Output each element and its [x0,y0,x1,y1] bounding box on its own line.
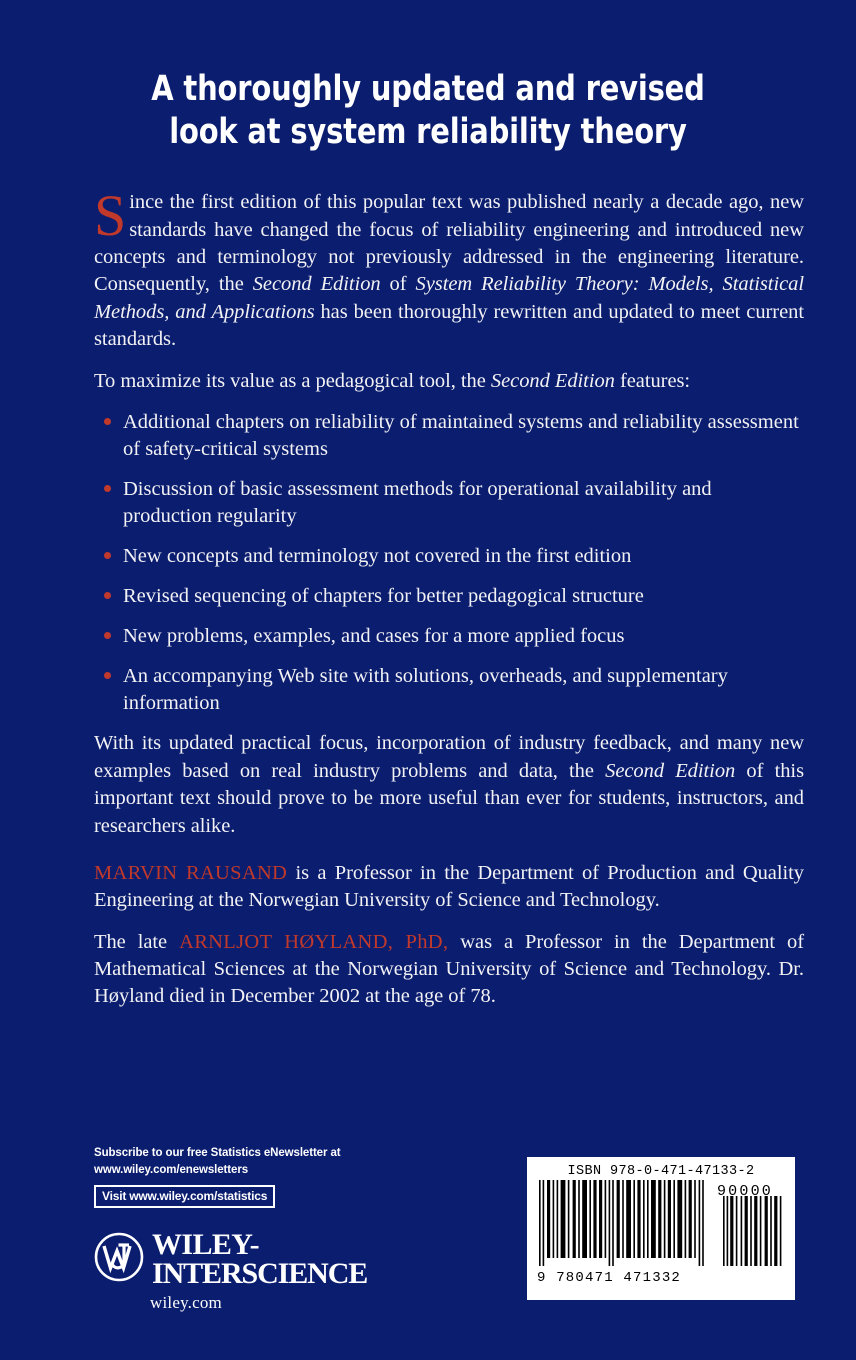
list-item [104,409,804,463]
features-list [94,409,804,717]
author-bio-hoyland [94,929,804,1011]
closing-italic: Second Edition [605,759,736,782]
list-item [104,583,804,610]
feature-text: New concepts and terminology not covered in the first edition [123,544,632,567]
newsletter-line-2: www.wiley.com/enewsletters [94,1163,248,1176]
wiley-website-url: wiley.com [150,1292,222,1312]
newsletter-promo [94,1145,424,1178]
wiley-monogram-icon [94,1232,144,1287]
cover-footer [0,1145,856,1360]
wiley-wordmark [152,1228,368,1291]
ean13-digits: 9 780471 471332 [537,1270,682,1286]
feature-text: New problems, examples, and cases for a more applied focus [123,624,625,647]
features-lead-in [94,368,804,395]
intro-paragraph [94,183,804,353]
bullet-dot-icon [104,552,111,559]
list-item [104,623,804,650]
feature-text: Discussion of basic assessment methods for operational availability and production regularity [123,477,712,527]
bullet-dot-icon [104,592,111,599]
list-item [104,543,804,570]
bullet-dot-icon [104,632,111,639]
wiley-interscience-logo [94,1228,424,1291]
page-title [34,0,822,153]
feature-text: Revised sequencing of chapters for better pedagogical structure [123,584,644,607]
author-prefix: The late [94,930,180,953]
ean13-bars [537,1180,709,1271]
author-bio-rausand [94,860,804,915]
author-bio-text: was a Professor in the Department of Mathematical Sciences at the Norwegian University of Science and Technology. Dr. Høyland died in December 2002 at the age of 78. [94,930,805,1008]
wiley-word-line-1: WILEY- [152,1228,259,1262]
footer-left-block [94,1145,424,1313]
wiley-word-line-2: INTERSCIENCE [152,1257,368,1291]
newsletter-line-1: Subscribe to our free Statistics eNewsletter at [94,1147,341,1159]
lead-in-italic: Second Edition [490,369,615,392]
price-code: 90000 [716,1183,773,1200]
intro-text-a: ince the first edition of this popular text was published nearly a decade ago, new standards have changed the focus of reliability engineering and introduced new concepts and terminology not previously addressed in the engineering literature. Consequently, the [94,191,804,296]
bullet-dot-icon [104,418,111,425]
headline-line-1: A thoroughly updated and revised [151,69,705,109]
bullet-dot-icon [104,672,111,679]
list-item [104,476,804,530]
intro-text-b: of [380,273,416,296]
list-item [104,663,804,717]
author-name: MARVIN RAUSAND [94,861,288,884]
isbn-barcode [527,1157,795,1300]
author-bios [94,860,804,1011]
drop-cap: S [94,183,127,249]
feature-text: An accompanying Web site with solutions, overheads, and supplementary information [123,664,728,714]
closing-paragraph [94,730,804,839]
isbn-number: ISBN 978-0-471-47133-2 [567,1164,755,1179]
intro-text-c: has been thoroughly rewritten and updated to meet current standards. [94,300,804,351]
visit-statistics-button[interactable]: Visit www.wiley.com/statistics [94,1185,275,1208]
lead-in-text-a: To maximize its value as a pedagogical tool, the [94,369,491,392]
closing-text-b: of this important text should prove to be more useful than ever for students, instructors, and researchers alike. [94,759,805,837]
feature-text: Additional chapters on reliability of maintained systems and reliability assessment of safety-critical systems [123,410,799,460]
intro-italic-1: Second Edition [252,273,381,296]
body-copy [0,183,856,1010]
author-name: ARNLJOT HØYLAND, PhD, [179,930,449,953]
author-bio-text: is a Professor in the Department of Production and Quality Engineering at the Norwegian University of Science and Technology. [94,861,804,912]
lead-in-text-b: features: [614,369,691,392]
intro-italic-2: System Reliability Theory: Models, Statistical Methods, and Applications [94,273,804,323]
headline-line-2: look at system reliability theory [169,111,687,152]
closing-text-a: With its updated practical focus, incorporation of industry feedback, and many new examples based on real industry problems and data, the [94,732,804,782]
bullet-dot-icon [104,485,111,492]
